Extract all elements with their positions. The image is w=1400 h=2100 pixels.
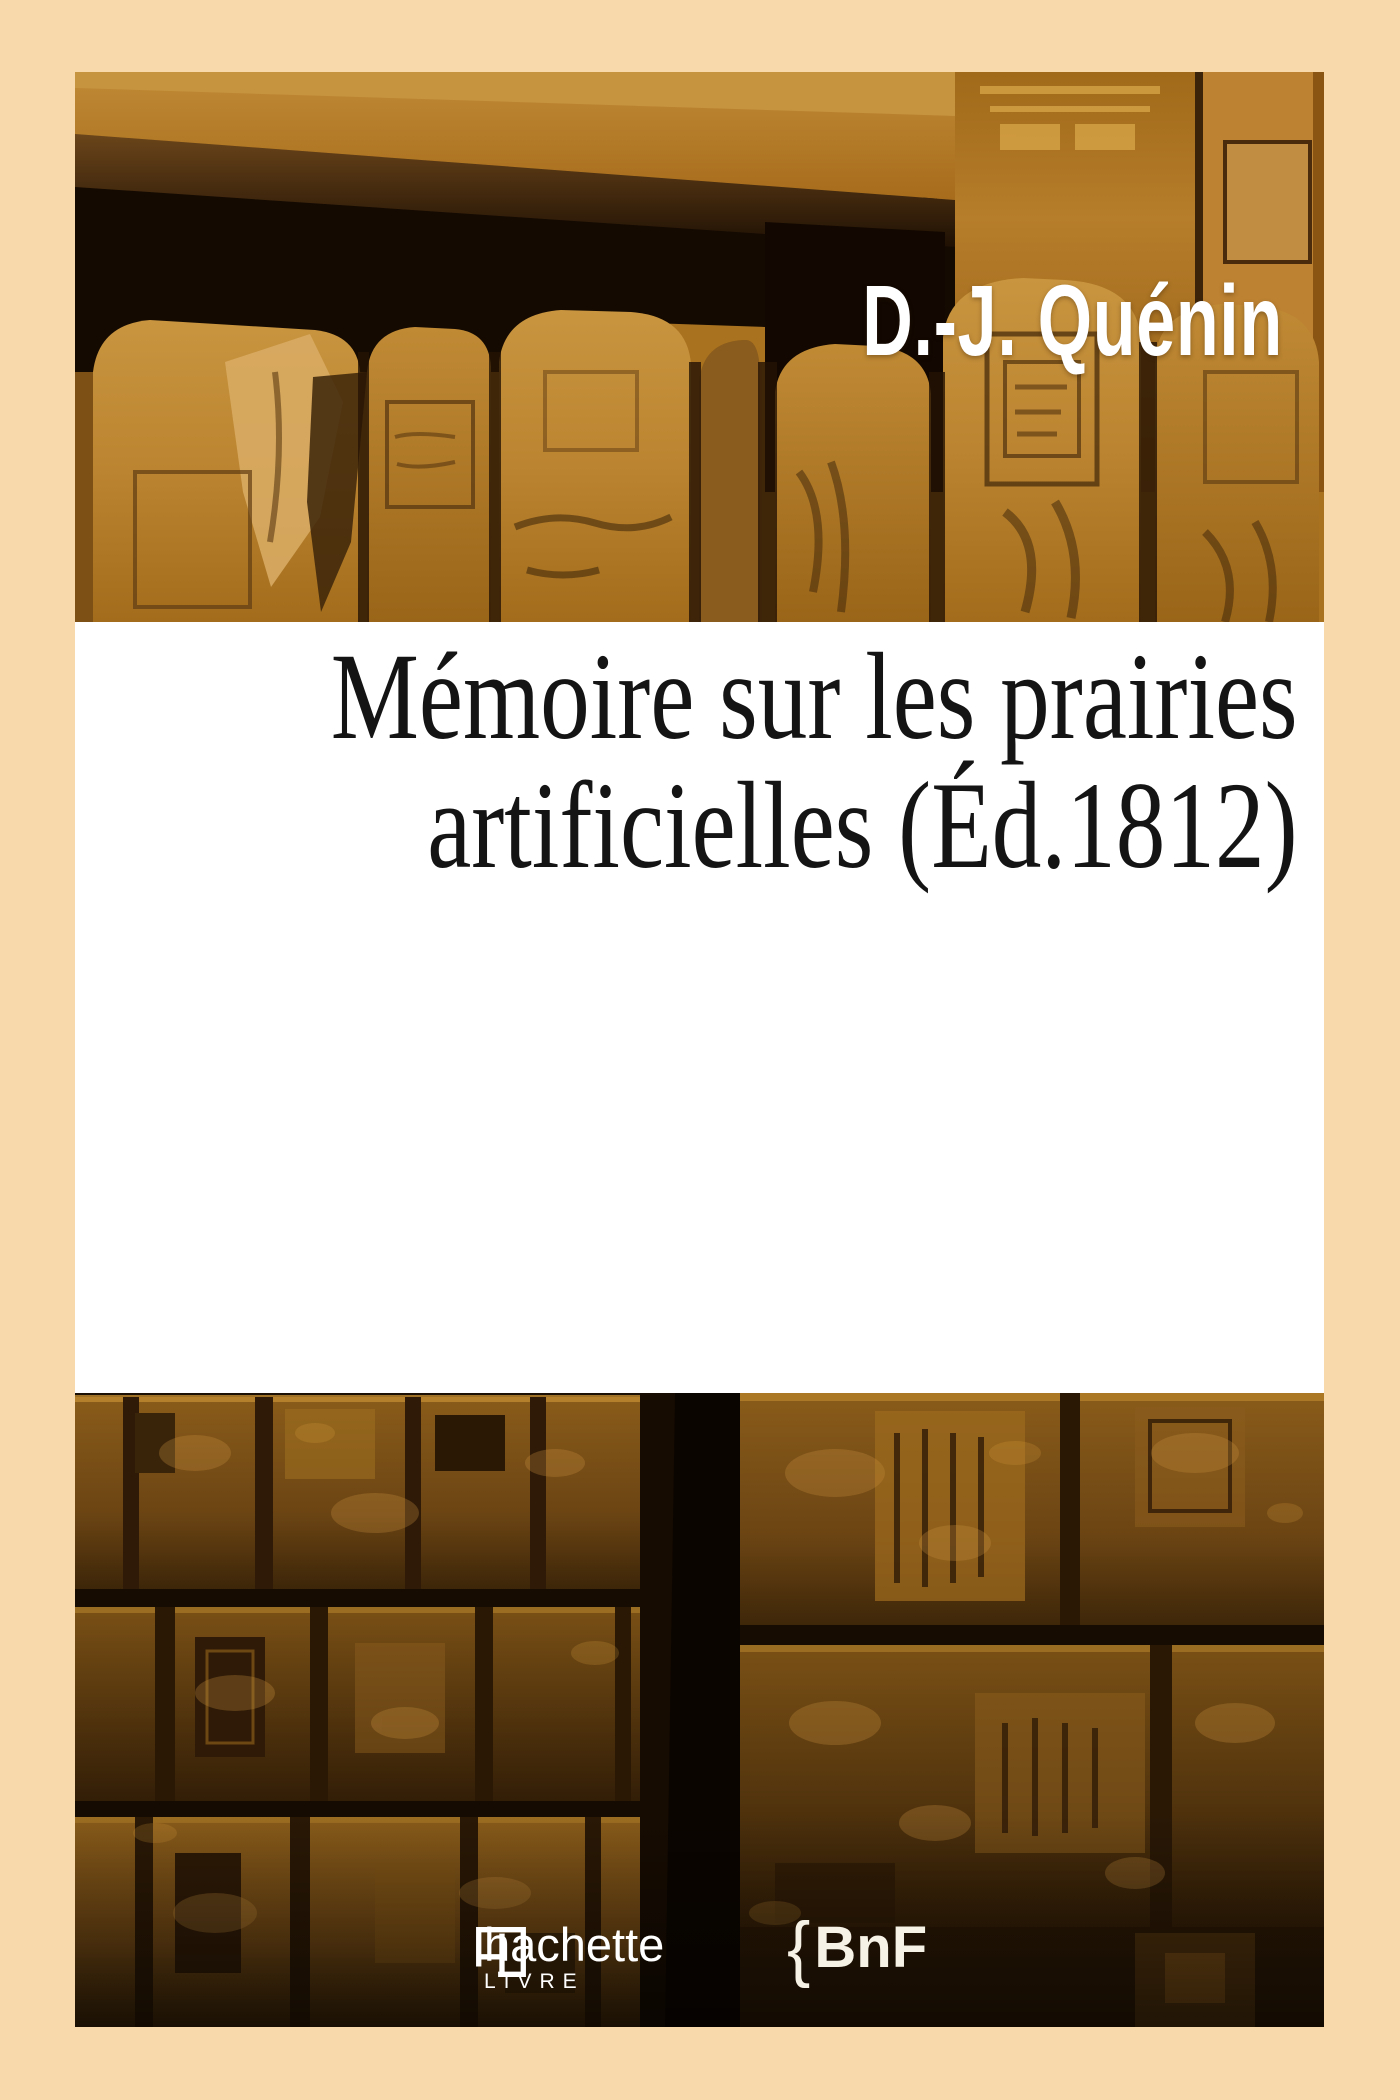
- hachette-wordmark: hachette: [484, 1918, 665, 1971]
- hachette-livre-logo: [470, 1918, 665, 1993]
- bnf-logo: [787, 1907, 928, 1989]
- author-name: D.-J. Quénin: [862, 265, 1283, 377]
- title-band: [75, 622, 1324, 1393]
- hachette-h-icon: [470, 1921, 532, 1983]
- top-photo: [75, 72, 1324, 622]
- book-title: [331, 628, 1298, 894]
- bottom-photo: [75, 1393, 1324, 2027]
- bnf-brace-icon: {: [787, 1907, 811, 1989]
- hachette-livre-label: LIVRE: [484, 1970, 585, 1993]
- title-line-1: Mémoire sur les prairies: [331, 628, 1298, 765]
- bottom-photo-illustration: [75, 1393, 1324, 2027]
- bnf-wordmark: BnF: [814, 1915, 928, 1980]
- title-line-2: artificielles (Éd.1812): [427, 756, 1298, 894]
- cover: [75, 72, 1324, 2027]
